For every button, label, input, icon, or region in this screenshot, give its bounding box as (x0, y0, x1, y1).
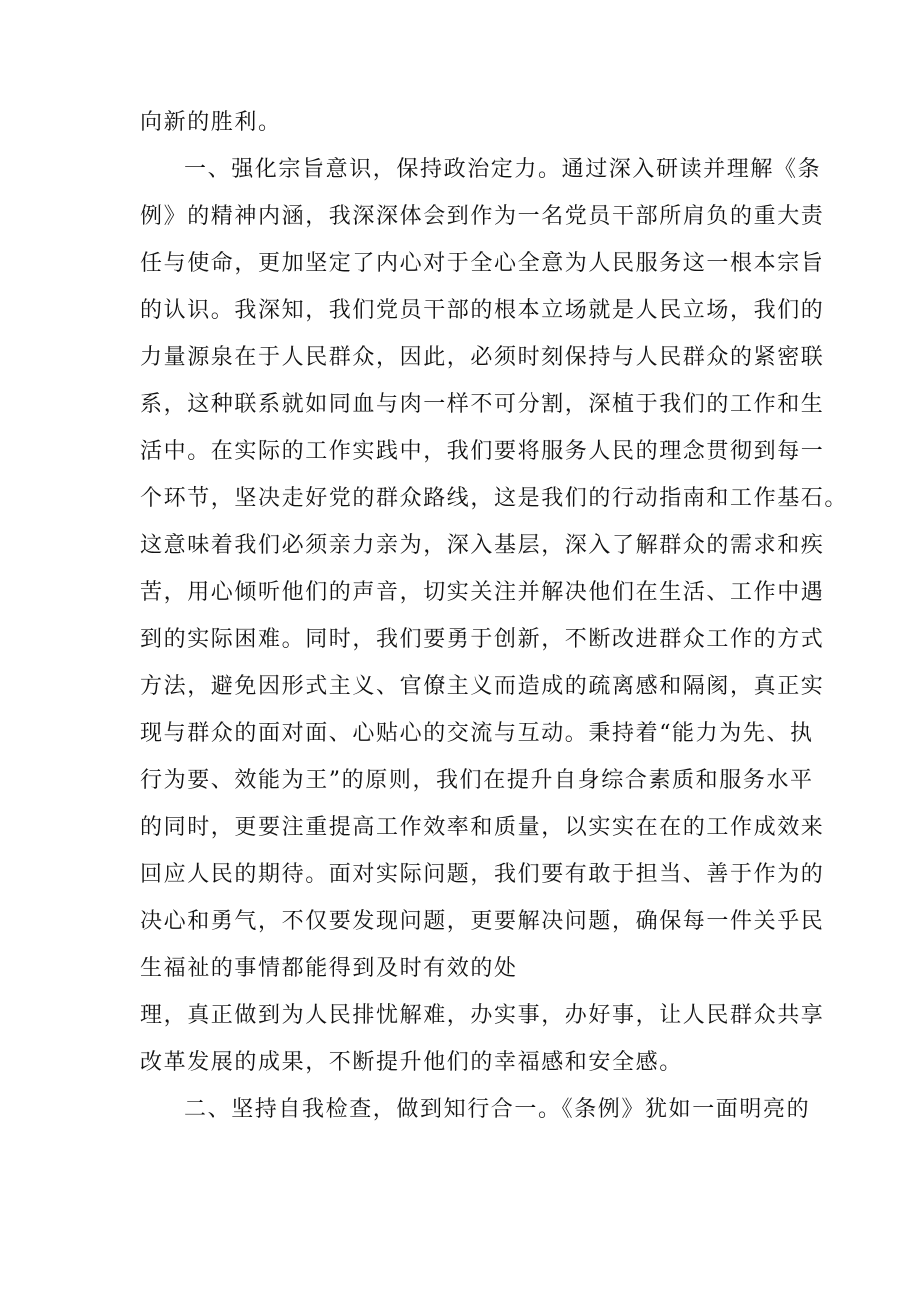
text-line: 的同时，更要注重提高工作效率和质量，以实实在在的工作成效来 (140, 815, 825, 840)
text-line: 任与使命，更加坚定了内心对于全心全意为人民服务这一根本宗旨 (140, 251, 825, 276)
text-line: 例》的精神内涵，我深深体会到作为一名党员干部所肩负的重大责 (140, 204, 825, 229)
text-line: 现与群众的面对面、心贴心的交流与互动。秉持着“能力为先、执 (140, 721, 814, 746)
text-line: 理，真正做到为人民排忧解难，办实事，办好事，让人民群众共享 (140, 1003, 825, 1028)
text-line: 苦，用心倾听他们的声音，切实关注并解决他们在生活、工作中遇 (140, 580, 825, 605)
text-line: 行为要、效能为王”的原则，我们在提升自身综合素质和服务水平 (140, 768, 814, 793)
text-line: 改革发展的成果，不断提升他们的幸福感和安全感。 (140, 1050, 683, 1075)
text-line: 决心和勇气，不仅要发现问题，更要解决问题，确保每一件关乎民 (140, 909, 825, 934)
text-line: 到的实际困难。同时，我们要勇于创新，不断改进群众工作的方式 (140, 627, 825, 652)
text-line: 力量源泉在于人民群众，因此，必须时刻保持与人民群众的紧密联 (140, 345, 825, 370)
text-line: 一、强化宗旨意识，保持政治定力。通过深入研读并理解《条 (184, 157, 822, 182)
text-line: 活中。在实际的工作实践中，我们要将服务人民的理念贯彻到每一 (140, 439, 825, 464)
text-line: 这意味着我们必须亲力亲为，深入基层，深入了解群众的需求和疾 (140, 533, 825, 558)
text-line: 系，这种联系就如同血与肉一样不可分割，深植于我们的工作和生 (140, 392, 825, 417)
text-line: 的认识。我深知，我们党员干部的根本立场就是人民立场，我们的 (140, 298, 825, 323)
text-line: 二、坚持自我检查，做到知行合一。《条例》犹如一面明亮的 (184, 1097, 811, 1122)
text-line: 方法，避免因形式主义、官僚主义而造成的疏离感和隔阂，真正实 (140, 674, 825, 699)
text-line: 生福祉的事情都能得到及时有效的处 (140, 956, 518, 981)
text-line: 个环节，坚决走好党的群众路线，这是我们的行动指南和工作基石。 (140, 486, 849, 511)
text-line: 回应人民的期待。面对实际问题，我们要有敢于担当、善于作为的 (140, 862, 825, 887)
text-line: 向新的胜利。 (140, 110, 282, 135)
